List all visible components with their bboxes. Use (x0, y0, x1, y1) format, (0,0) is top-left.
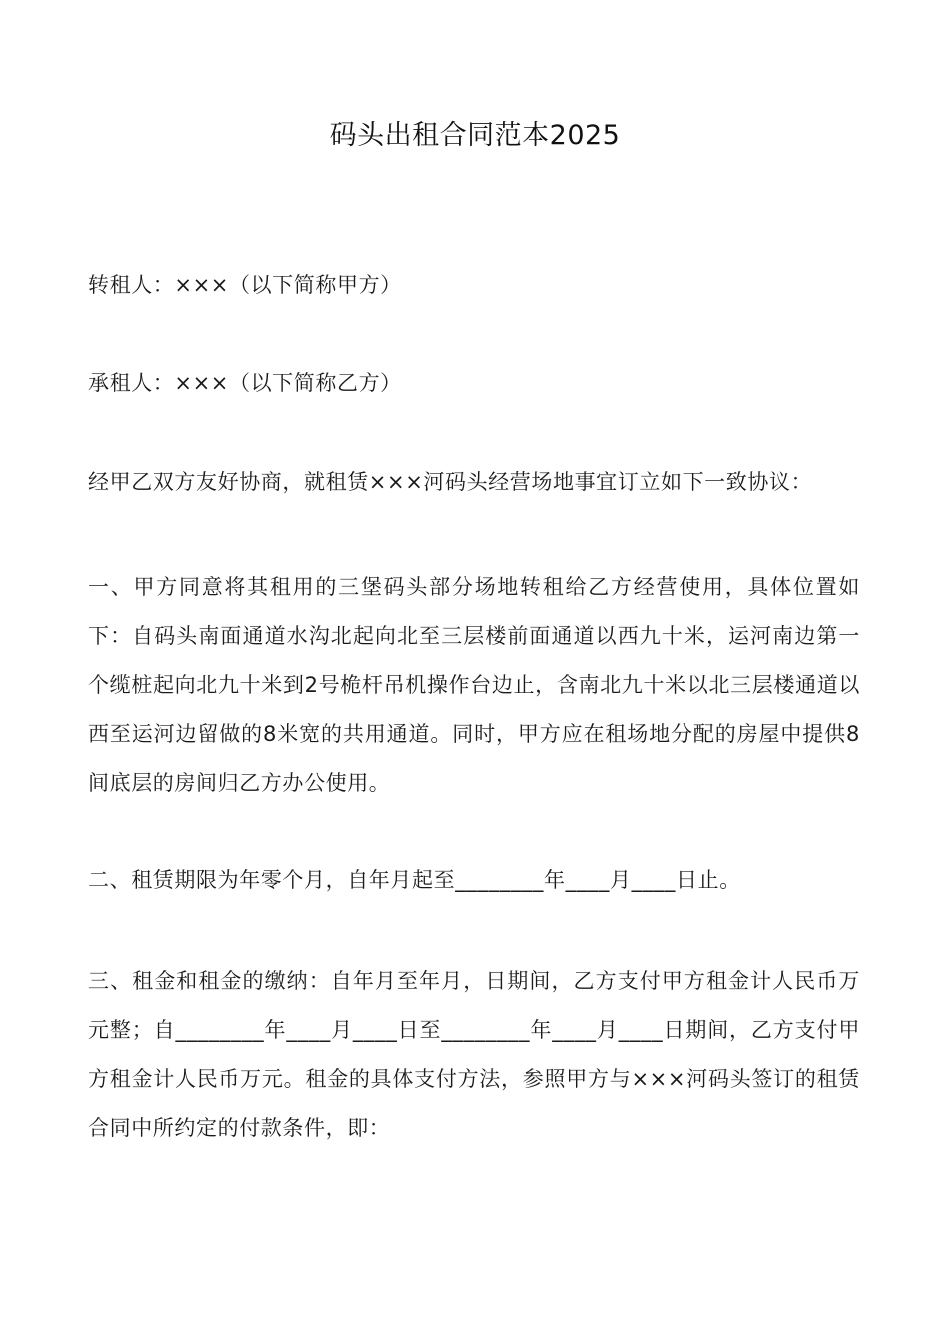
lessor-line: 转租人：×××（以下简称甲方） (88, 273, 402, 297)
lessee-line: 承租人：×××（以下简称乙方） (88, 371, 402, 395)
clause-2-paragraph: 二、租赁期限为年零个月，自年月起至________年____月____日止。 (88, 868, 741, 892)
clause-3-paragraph: 三、租金和租金的缴纳：自年月至年月，日期间，乙方支付甲方租金计人民币万元整；自________年____月____日至________年____月____日期间，乙方支付甲方租金计人民币万元。租金的具体支付方法，参照甲方与×××河码头签订的租赁合同中所约定的付款条件，即： (88, 969, 860, 1140)
document-title: 码头出租合同范本2025 (329, 120, 621, 151)
clause-1-paragraph: 一、甲方同意将其租用的三堡码头部分场地转租给乙方经营使用，具体位置如下：自码头南面通道水沟北起向北至三层楼前面通道以西九十米，运河南边第一个缆桩起向北九十米到2号桅杆吊机操作台边止，含南北九十米以北三层楼通道以西至运河边留做的8米宽的共用通道。同时，甲方应在租场地分配的房屋中提供8间底层的房间归乙方办公使用。 (88, 575, 860, 795)
intro-paragraph: 经甲乙双方友好协商，就租赁×××河码头经营场地事宜订立如下一致协议： (88, 470, 813, 494)
